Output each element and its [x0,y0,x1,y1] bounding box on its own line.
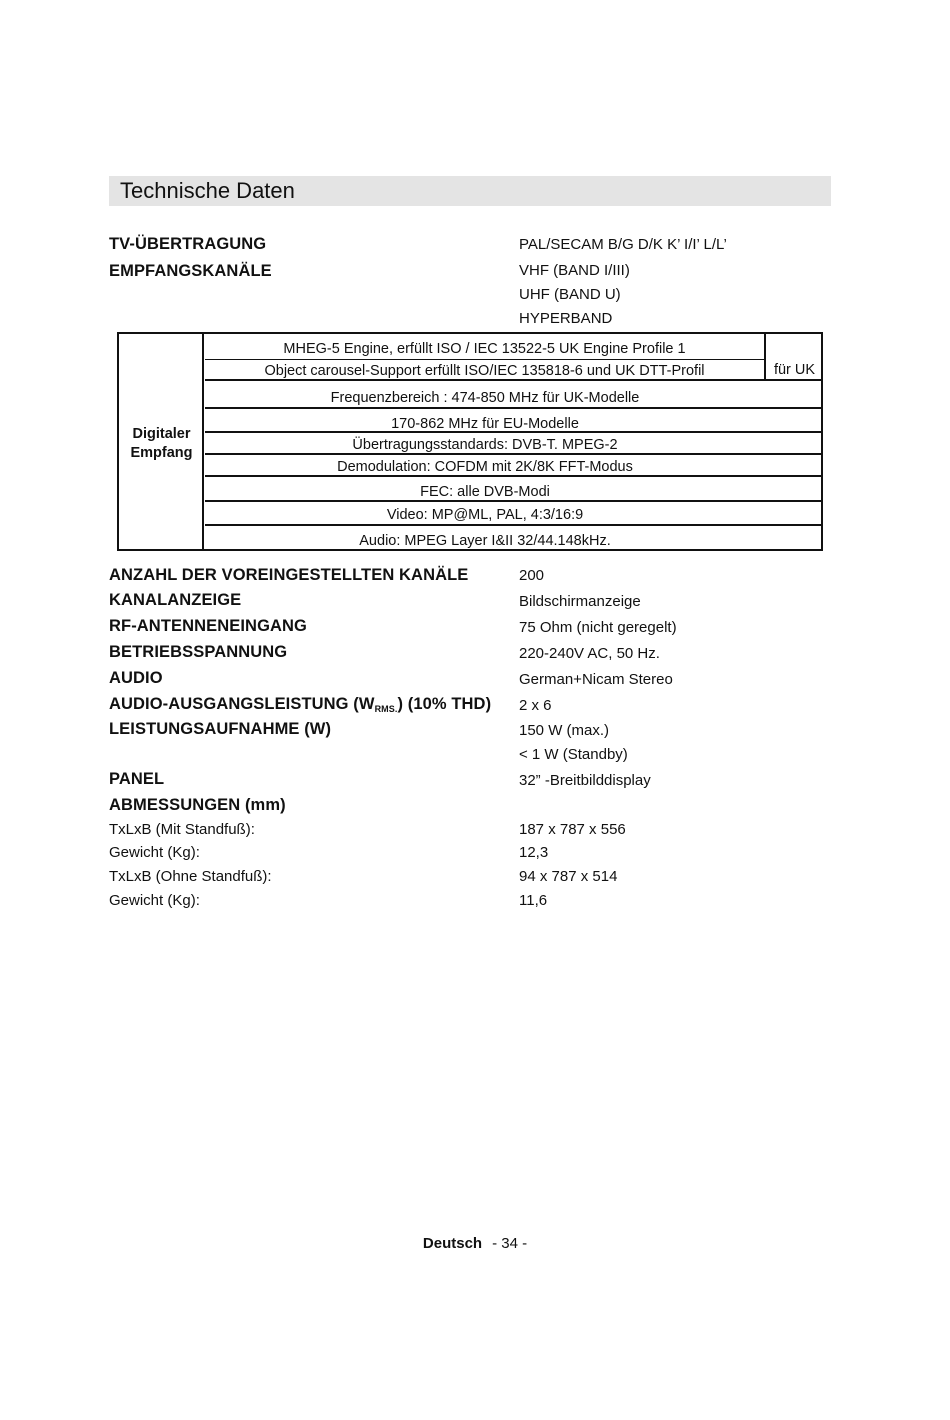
spec-label-channel-display: KANALANZEIGE [109,591,242,609]
spec-value-power-standby: < 1 W (Standby) [519,746,628,763]
table-divider [205,407,821,409]
spec-value-tv-transmission: PAL/SECAM B/G D/K K’ I/I’ L/L’ [519,236,727,253]
digital-reception-label-line1: Digitaler [132,426,191,442]
table-divider [205,359,764,360]
spec-value-preset-channels: 200 [519,567,545,584]
dimension-label-without-stand: TxLxB (Ohne Standfuß): [109,868,272,885]
spec-label-audio: AUDIO [109,669,163,687]
table-row-demodulation: Demodulation: COFDM mit 2K/8K FFT-Modus [337,459,633,475]
spec-label-preset-channels: ANZAHL DER VOREINGESTELLTEN KANÄLE [109,566,469,584]
table-divider [205,379,821,381]
audio-output-label-sub: RMS. [374,704,398,714]
spec-value-power-max: 150 W (max.) [519,722,610,739]
table-divider [205,500,821,502]
spec-label-tv-transmission: TV-ÜBERTRAGUNG [109,235,267,253]
digital-reception-label-line2: Empfang [130,445,193,461]
spec-label-panel: PANEL [109,770,165,788]
uk-note: für UK [773,362,816,378]
spec-label-receiving-channels: EMPFANGSKANÄLE [109,262,272,280]
spec-value-uhf: UHF (BAND U) [519,286,621,303]
spec-label-power-consumption: LEISTUNGSAUFNAHME (W) [109,720,332,738]
weight-label-without-stand: Gewicht (Kg): [109,892,200,909]
audio-output-label-post: ) (10% THD) [397,695,492,713]
dimension-label-with-stand: TxLxB (Mit Standfuß): [109,821,255,838]
spec-value-hyperband: HYPERBAND [519,310,613,327]
footer-language: Deutsch [422,1235,483,1252]
weight-value-with-stand: 12,3 [519,844,549,861]
uk-note-cell [764,334,821,381]
table-row-video: Video: MP@ML, PAL, 4:3/16:9 [386,507,584,523]
weight-value-without-stand: 11,6 [519,892,548,909]
table-divider [205,524,821,526]
page-footer [0,1234,950,1254]
table-row-frequency-uk: Frequenzbereich : 474-850 MHz für UK-Modelle [330,390,640,406]
spec-label-dimensions: ABMESSUNGEN (mm) [109,796,286,814]
table-row-fec: FEC: alle DVB-Modi [420,484,550,500]
audio-output-label-pre: AUDIO-AUSGANGSLEISTUNG (W [109,695,375,713]
table-divider [205,453,821,455]
table-divider [205,475,821,477]
table-divider [205,431,821,433]
page-number: - 34 - [492,1235,528,1252]
spec-value-operating-voltage: 220-240V AC, 50 Hz. [519,645,660,662]
digital-reception-label-cell [119,334,204,549]
table-row-standards: Übertragungsstandards: DVB-T. MPEG-2 [352,437,618,453]
digital-reception-label [119,425,204,463]
dimension-value-with-stand: 187 x 787 x 556 [519,821,626,838]
spec-label-audio-output [109,694,491,714]
spec-value-audio-output: 2 x 6 [519,697,552,714]
digital-reception-table [117,332,823,551]
spec-value-rf-input: 75 Ohm (nicht geregelt) [519,619,677,636]
section-title: Technische Daten [120,178,295,203]
weight-label-with-stand: Gewicht (Kg): [109,844,200,861]
section-header [109,176,831,206]
table-row-audio: Audio: MPEG Layer I&II 32/44.148kHz. [359,533,611,549]
table-row-object-carousel: Object carousel-Support erfüllt ISO/IEC 135818-6 und UK DTT-Profil [264,363,705,379]
spec-value-vhf: VHF (BAND I/III) [519,262,630,279]
table-row-mheg: MHEG-5 Engine, erfüllt ISO / IEC 13522-5 UK Engine Profile 1 [283,341,686,357]
spec-value-panel: 32” -Breitbilddisplay [519,772,651,789]
spec-label-operating-voltage: BETRIEBSSPANNUNG [109,643,288,661]
spec-value-channel-display: Bildschirmanzeige [519,593,641,610]
dimension-value-without-stand: 94 x 787 x 514 [519,868,618,885]
table-row-frequency-eu: 170-862 MHz für EU-Modelle [391,416,579,432]
spec-value-audio: German+Nicam Stereo [519,671,673,688]
spec-label-rf-input: RF-ANTENNENEINGANG [109,617,307,635]
